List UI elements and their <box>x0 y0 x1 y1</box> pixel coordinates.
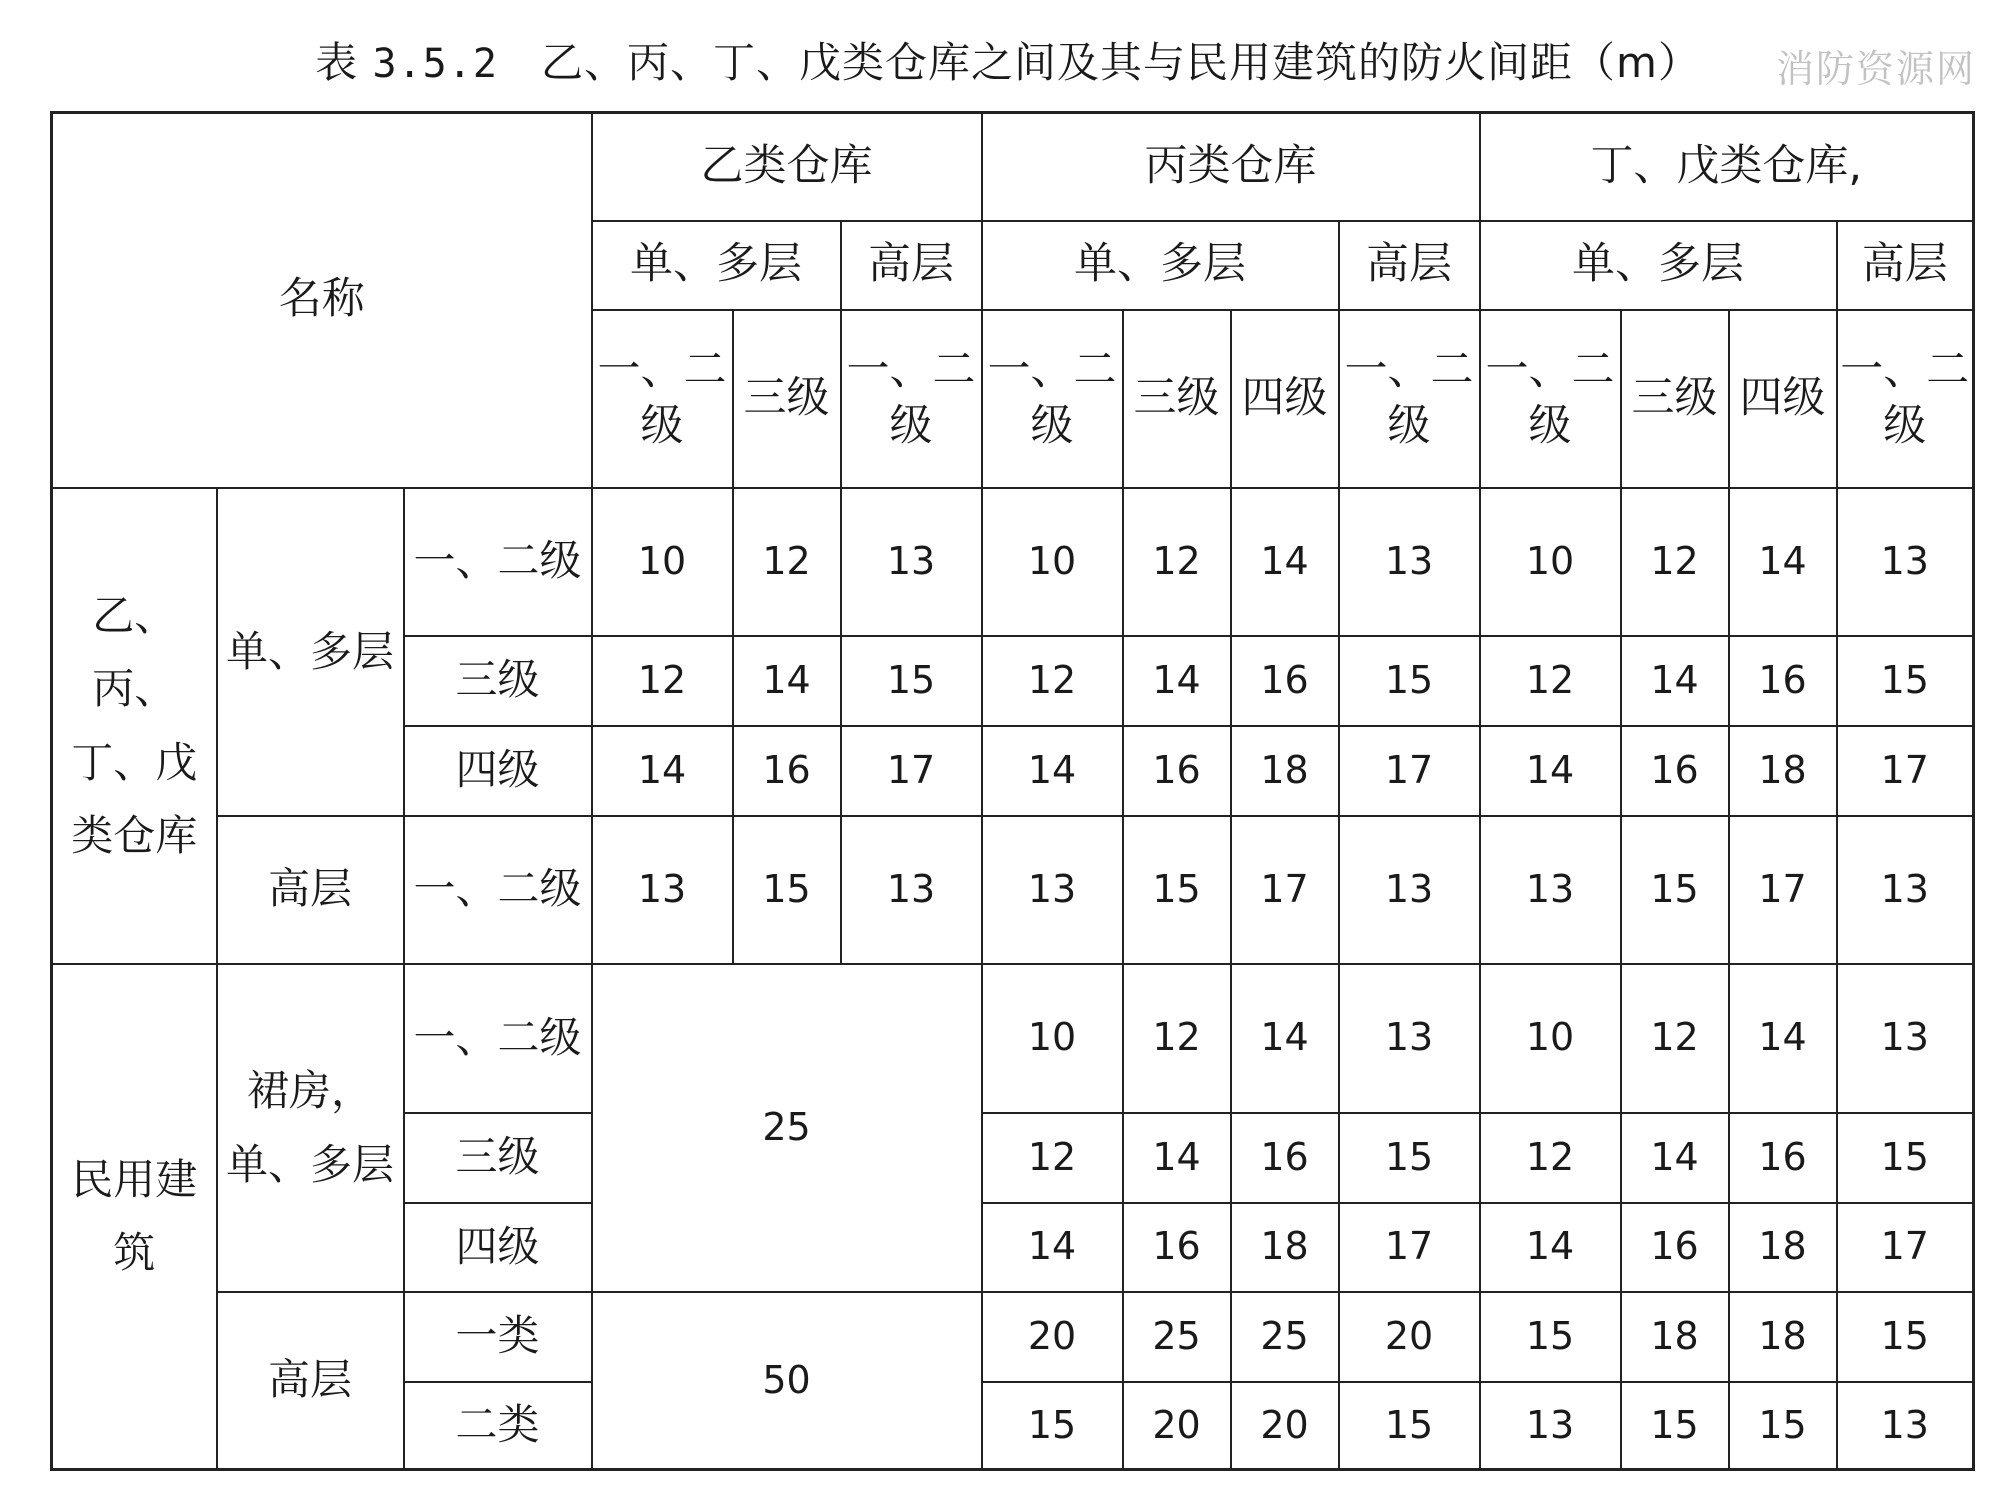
table-cell: 16 <box>1123 1203 1231 1292</box>
table-cell: 17 <box>1339 726 1480 816</box>
row-civil-high: 高层 <box>217 1292 404 1470</box>
header-de-single: 单、多层 <box>1480 221 1837 310</box>
grade-de-4: 四级 <box>1729 310 1837 488</box>
table-cell: 10 <box>982 488 1123 636</box>
table-cell: 15 <box>1621 816 1729 964</box>
table-cell: 18 <box>1729 1292 1837 1382</box>
table-cell: 14 <box>1231 488 1339 636</box>
table-cell: 13 <box>592 816 733 964</box>
header-group-c: 丙类仓库 <box>982 113 1480 221</box>
table-cell: 13 <box>1480 1382 1621 1470</box>
table-cell: 16 <box>1729 1113 1837 1203</box>
table-cell: 20 <box>1339 1292 1480 1382</box>
table-cell: 13 <box>1339 488 1480 636</box>
table-cell: 15 <box>1837 636 1974 726</box>
row-grade-12: 一、二级 <box>404 816 592 964</box>
title-prefix: 表 <box>315 38 359 87</box>
table-cell: 15 <box>1339 1113 1480 1203</box>
table-cell: 16 <box>1621 726 1729 816</box>
header-b-high: 高层 <box>841 221 982 310</box>
table-cell: 13 <box>982 816 1123 964</box>
title-text: 乙、丙、丁、戊类仓库之间及其与民用建筑的防火间距（m） <box>540 38 1701 87</box>
table-cell: 10 <box>592 488 733 636</box>
table-cell: 12 <box>592 636 733 726</box>
table-row <box>52 488 1974 636</box>
table-cell: 13 <box>1837 964 1974 1113</box>
table-cell: 15 <box>1339 1382 1480 1470</box>
table-cell: 15 <box>733 816 841 964</box>
grade-c-high-12: 一、二级 <box>1339 310 1480 488</box>
table-cell: 16 <box>1231 636 1339 726</box>
table-cell: 25 <box>1123 1292 1231 1382</box>
table-row <box>52 1292 1974 1382</box>
table-cell: 15 <box>982 1382 1123 1470</box>
table-cell: 10 <box>1480 488 1621 636</box>
table-cell: 18 <box>1231 1203 1339 1292</box>
grade-c-12: 一、二级 <box>982 310 1123 488</box>
table-cell: 17 <box>1729 816 1837 964</box>
table-cell: 20 <box>982 1292 1123 1382</box>
fire-distance-table <box>50 111 1975 1471</box>
table-cell: 14 <box>1621 1113 1729 1203</box>
grade-de-12: 一、二级 <box>1480 310 1621 488</box>
table-cell: 12 <box>982 636 1123 726</box>
row-grade-3: 三级 <box>404 1113 592 1203</box>
watermark: 消防资源网 <box>1775 47 1976 91</box>
table-cell: 14 <box>1621 636 1729 726</box>
grade-de-3: 三级 <box>1621 310 1729 488</box>
header-group-b: 乙类仓库 <box>592 113 982 221</box>
table-cell: 14 <box>1729 488 1837 636</box>
row-grade-12: 一、二级 <box>404 964 592 1113</box>
table-cell: 16 <box>1231 1113 1339 1203</box>
table-cell: 13 <box>1837 1382 1974 1470</box>
table-cell: 14 <box>1729 964 1837 1113</box>
table-cell: 17 <box>1231 816 1339 964</box>
grade-de-high-12: 一、二级 <box>1837 310 1974 488</box>
table-cell: 16 <box>1123 726 1231 816</box>
table-row <box>52 964 1974 1113</box>
table-cell: 14 <box>592 726 733 816</box>
title-number: 3.5.2 <box>372 41 498 87</box>
table-cell: 15 <box>1729 1382 1837 1470</box>
grade-b-high-12: 一、二级 <box>841 310 982 488</box>
table-cell: 15 <box>1837 1113 1974 1203</box>
row-group-warehouses: 乙、丙、丁、戊类仓库 <box>52 488 217 964</box>
header-b-single: 单、多层 <box>592 221 841 310</box>
row-grade-4: 四级 <box>404 726 592 816</box>
table-cell: 15 <box>1621 1382 1729 1470</box>
table-cell: 18 <box>1231 726 1339 816</box>
table-cell: 12 <box>1123 964 1231 1113</box>
row-warehouse-high: 高层 <box>217 816 404 964</box>
table-cell: 16 <box>1621 1203 1729 1292</box>
grade-b-3: 三级 <box>733 310 841 488</box>
table-cell: 15 <box>1339 636 1480 726</box>
row-civil-podium: 裙房，单、多层 <box>217 964 404 1292</box>
table-cell: 17 <box>841 726 982 816</box>
table-cell: 14 <box>1480 1203 1621 1292</box>
table-cell: 17 <box>1837 1203 1974 1292</box>
header-c-single: 单、多层 <box>982 221 1339 310</box>
table-cell: 13 <box>1837 488 1974 636</box>
table-cell: 14 <box>1480 726 1621 816</box>
table-cell: 25 <box>1231 1292 1339 1382</box>
table-row <box>52 816 1974 964</box>
table-cell: 18 <box>1729 726 1837 816</box>
table-cell: 12 <box>1123 488 1231 636</box>
table-cell: 14 <box>733 636 841 726</box>
table-title <box>0 30 2016 90</box>
table-cell: 12 <box>1480 636 1621 726</box>
row-group-civil: 民用建筑 <box>52 964 217 1470</box>
table-cell: 15 <box>1480 1292 1621 1382</box>
row-warehouse-single-multi: 单、多层 <box>217 488 404 816</box>
table-cell: 16 <box>1729 636 1837 726</box>
row-class-1: 一类 <box>404 1292 592 1382</box>
table-cell: 13 <box>1480 816 1621 964</box>
table-cell: 17 <box>1339 1203 1480 1292</box>
table-cell: 10 <box>1480 964 1621 1113</box>
table-cell: 13 <box>841 816 982 964</box>
merged-civil-low: 25 <box>592 964 982 1292</box>
table-cell: 13 <box>1837 816 1974 964</box>
table-cell: 15 <box>841 636 982 726</box>
table-cell: 12 <box>1480 1113 1621 1203</box>
merged-civil-high: 50 <box>592 1292 982 1470</box>
table-cell: 14 <box>1123 1113 1231 1203</box>
table-cell: 15 <box>1123 816 1231 964</box>
table-cell: 12 <box>1621 488 1729 636</box>
header-name: 名称 <box>52 113 592 488</box>
table-cell: 14 <box>982 1203 1123 1292</box>
table-cell: 14 <box>982 726 1123 816</box>
grade-b-12: 一、二级 <box>592 310 733 488</box>
table-cell: 15 <box>1837 1292 1974 1382</box>
table-cell: 14 <box>1123 636 1231 726</box>
row-grade-12: 一、二级 <box>404 488 592 636</box>
table-cell: 17 <box>1837 726 1974 816</box>
grade-c-3: 三级 <box>1123 310 1231 488</box>
table-cell: 13 <box>1339 816 1480 964</box>
header-group-de: 丁、戊类仓库, <box>1480 113 1974 221</box>
table-cell: 12 <box>733 488 841 636</box>
row-class-2: 二类 <box>404 1382 592 1470</box>
grade-c-4: 四级 <box>1231 310 1339 488</box>
table-cell: 13 <box>1339 964 1480 1113</box>
header-c-high: 高层 <box>1339 221 1480 310</box>
table-cell: 13 <box>841 488 982 636</box>
header-de-high: 高层 <box>1837 221 1974 310</box>
table-cell: 10 <box>982 964 1123 1113</box>
table-cell: 20 <box>1231 1382 1339 1470</box>
row-grade-4: 四级 <box>404 1203 592 1292</box>
table-cell: 12 <box>1621 964 1729 1113</box>
table-cell: 14 <box>1231 964 1339 1113</box>
table-cell: 20 <box>1123 1382 1231 1470</box>
table-cell: 12 <box>982 1113 1123 1203</box>
table-cell: 18 <box>1729 1203 1837 1292</box>
row-grade-3: 三级 <box>404 636 592 726</box>
table-cell: 18 <box>1621 1292 1729 1382</box>
table-cell: 16 <box>733 726 841 816</box>
